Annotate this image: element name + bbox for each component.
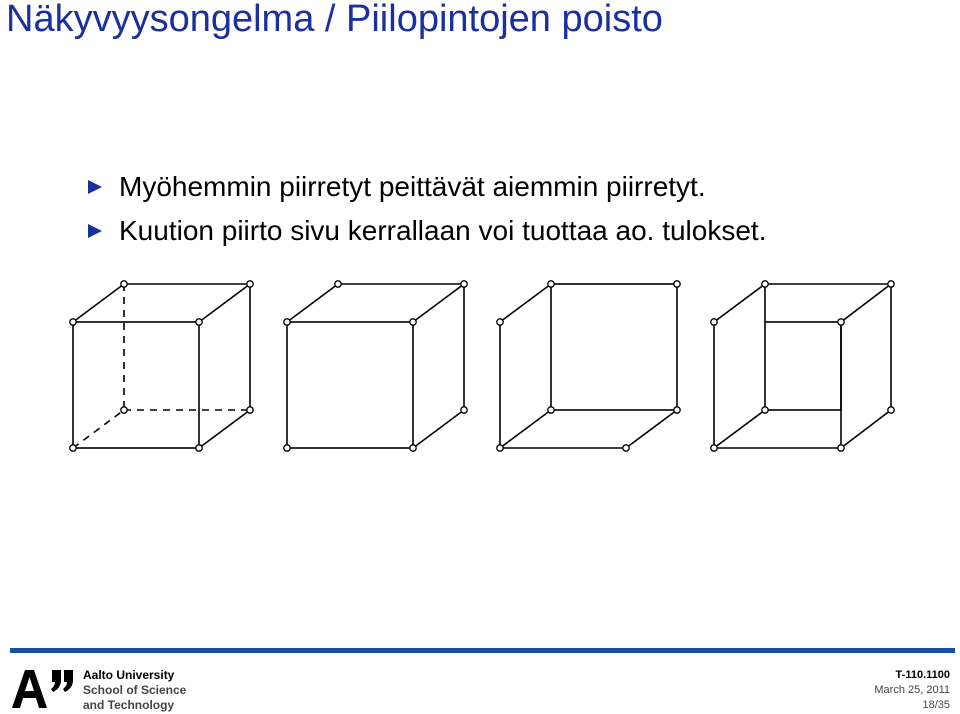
cube-back-face-last xyxy=(500,284,677,448)
cube-front-face-last xyxy=(287,284,464,448)
cube-figure xyxy=(0,270,960,470)
school-name-line2: and Technology xyxy=(83,698,175,712)
footer-divider xyxy=(10,648,955,653)
bullet-text: Kuution piirto sivu kerrallaan voi tuottaa ao. tulokset. xyxy=(119,215,767,246)
slide-date: March 25, 2011 xyxy=(874,684,950,696)
course-code: T-110.1100 xyxy=(895,669,950,681)
slide-title: Näkyvyysongelma / Piilopintojen poisto xyxy=(6,0,663,40)
triangle-bullet-icon xyxy=(88,180,102,194)
bullet-text: Myöhemmin piirretyt peittävät aiemmin piirretyt. xyxy=(119,171,706,202)
school-name-line1: School of Science xyxy=(83,683,187,697)
cube-mixed-order xyxy=(714,284,891,448)
triangle-bullet-icon xyxy=(88,224,102,238)
aalto-logo-icon xyxy=(12,668,76,710)
university-block xyxy=(83,668,186,713)
cube-wireframe-dashed xyxy=(73,284,250,448)
footer-info xyxy=(874,668,950,713)
university-name: Aalto University xyxy=(83,668,175,682)
page-number: 18/35 xyxy=(922,699,950,711)
